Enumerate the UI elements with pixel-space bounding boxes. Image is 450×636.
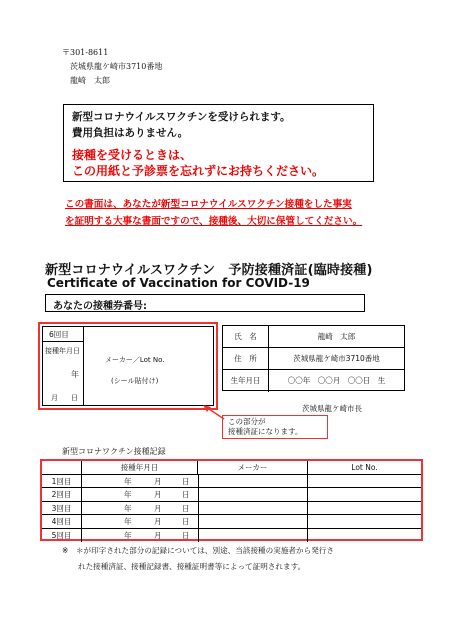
issuer: 茨城県龍ケ崎市長	[302, 404, 362, 413]
important-message-line-2: を証明する大事な書面ですので、接種後、大切に保管してください。	[65, 216, 363, 227]
record-day: 日	[182, 476, 190, 486]
name-value: 龍崎 太郎	[317, 332, 356, 341]
seal-note: (シール貼付け)	[111, 377, 159, 385]
record-date-divider	[198, 488, 308, 501]
record-date-divider	[198, 502, 308, 515]
record-month: 月	[154, 503, 162, 513]
info-row-name	[223, 326, 404, 348]
record-year: 年	[124, 517, 132, 526]
record-row	[42, 488, 421, 502]
footnote-line-1: ※ ＊が印字された部分の記録については、別途、当該接種の実施者から発行さ	[62, 546, 334, 555]
notice-line-1: 新型コロナウイルスワクチンを受けられます。	[72, 111, 291, 123]
callout-line-2: 接種済証になります。	[228, 427, 303, 436]
record-year: 年	[124, 530, 132, 540]
name-label: 氏 名	[223, 326, 269, 348]
footnote-line-2: れた接種済証、接種記録書、接種証明書等によって証明されます。	[78, 562, 306, 571]
footnote	[62, 543, 396, 575]
month-label: 月	[51, 394, 58, 402]
record-header-date: 接種年月日	[82, 461, 198, 474]
record-dose: 5回目	[42, 529, 82, 543]
certificate-title-en: Certificate of Vaccination for COVID-19	[47, 276, 310, 290]
record-header-row	[42, 461, 421, 475]
record-year: 年	[124, 490, 132, 499]
record-dose: 2回目	[42, 488, 82, 501]
recipient-address: 茨城県龍ケ崎市3710番地	[70, 62, 163, 71]
record-month: 月	[154, 476, 162, 486]
certificate-sticker-area	[38, 322, 218, 410]
record-row	[42, 475, 421, 489]
record-date-divider	[198, 529, 308, 543]
info-row-address	[223, 348, 404, 370]
record-header-dose	[42, 461, 82, 474]
dose-label: 6回目	[49, 330, 69, 339]
sticker-grid	[42, 326, 214, 406]
record-header-maker: メーカー	[198, 461, 308, 474]
address-value: 茨城県龍ケ崎市3710番地	[293, 354, 380, 363]
notice-line-2: 費用負担はありません。	[72, 127, 189, 139]
record-date-divider	[198, 475, 308, 488]
record-day: 日	[182, 517, 190, 526]
record-year: 年	[124, 503, 132, 513]
record-header-lot: Lot No.	[351, 463, 378, 472]
certificate-callout	[222, 415, 328, 439]
ticket-number-label: あなたの接種券番号:	[53, 301, 147, 312]
vaccination-record-table	[40, 459, 423, 541]
record-row	[42, 515, 421, 529]
notice-red-line-2: この用紙と予診票を忘れずにお持ちください。	[72, 164, 325, 178]
record-day: 日	[182, 503, 190, 513]
date-label: 接種年月日	[45, 347, 80, 355]
record-row	[42, 529, 421, 543]
notice-red-line-1: 接種を受けるときは、	[72, 148, 193, 162]
record-month: 月	[154, 530, 162, 540]
sticker-vertical-divider	[83, 327, 84, 405]
notice-box	[63, 104, 374, 182]
sticker-horizontal-divider	[43, 341, 83, 342]
dob-value: 〇〇年 〇〇月 〇〇日 生	[287, 376, 386, 385]
ticket-number-box	[45, 294, 365, 312]
record-date-divider	[198, 515, 308, 528]
certificate-title: 新型コロナウイルスワクチン 予防接種済証(臨時接種)	[45, 263, 373, 278]
record-month: 月	[154, 490, 162, 499]
postal-code: 〒301-8611	[62, 48, 109, 57]
record-day: 日	[182, 490, 190, 499]
record-row	[42, 502, 421, 516]
address-label: 住 所	[223, 348, 269, 370]
info-row-dob	[223, 370, 404, 392]
record-day: 日	[182, 530, 190, 540]
record-dose: 4回目	[42, 515, 82, 528]
day-label: 日	[71, 394, 78, 402]
record-month: 月	[154, 517, 162, 526]
record-title: 新型コロナワクチン接種記録	[62, 447, 166, 456]
year-label: 年	[71, 370, 79, 379]
record-year: 年	[124, 476, 132, 486]
personal-info-table	[222, 325, 405, 391]
dob-label: 生年月日	[223, 370, 269, 392]
maker-lot-label: メーカー／Lot No.	[105, 356, 165, 364]
important-message-line-1: この書面は、あなたが新型コロナウイルスワクチン接種をした事実	[65, 199, 352, 210]
record-dose: 1回目	[42, 475, 82, 488]
callout-line-1: この部分が	[228, 417, 266, 426]
record-dose: 3回目	[42, 502, 82, 515]
recipient-name: 龍崎 太郎	[70, 76, 110, 85]
